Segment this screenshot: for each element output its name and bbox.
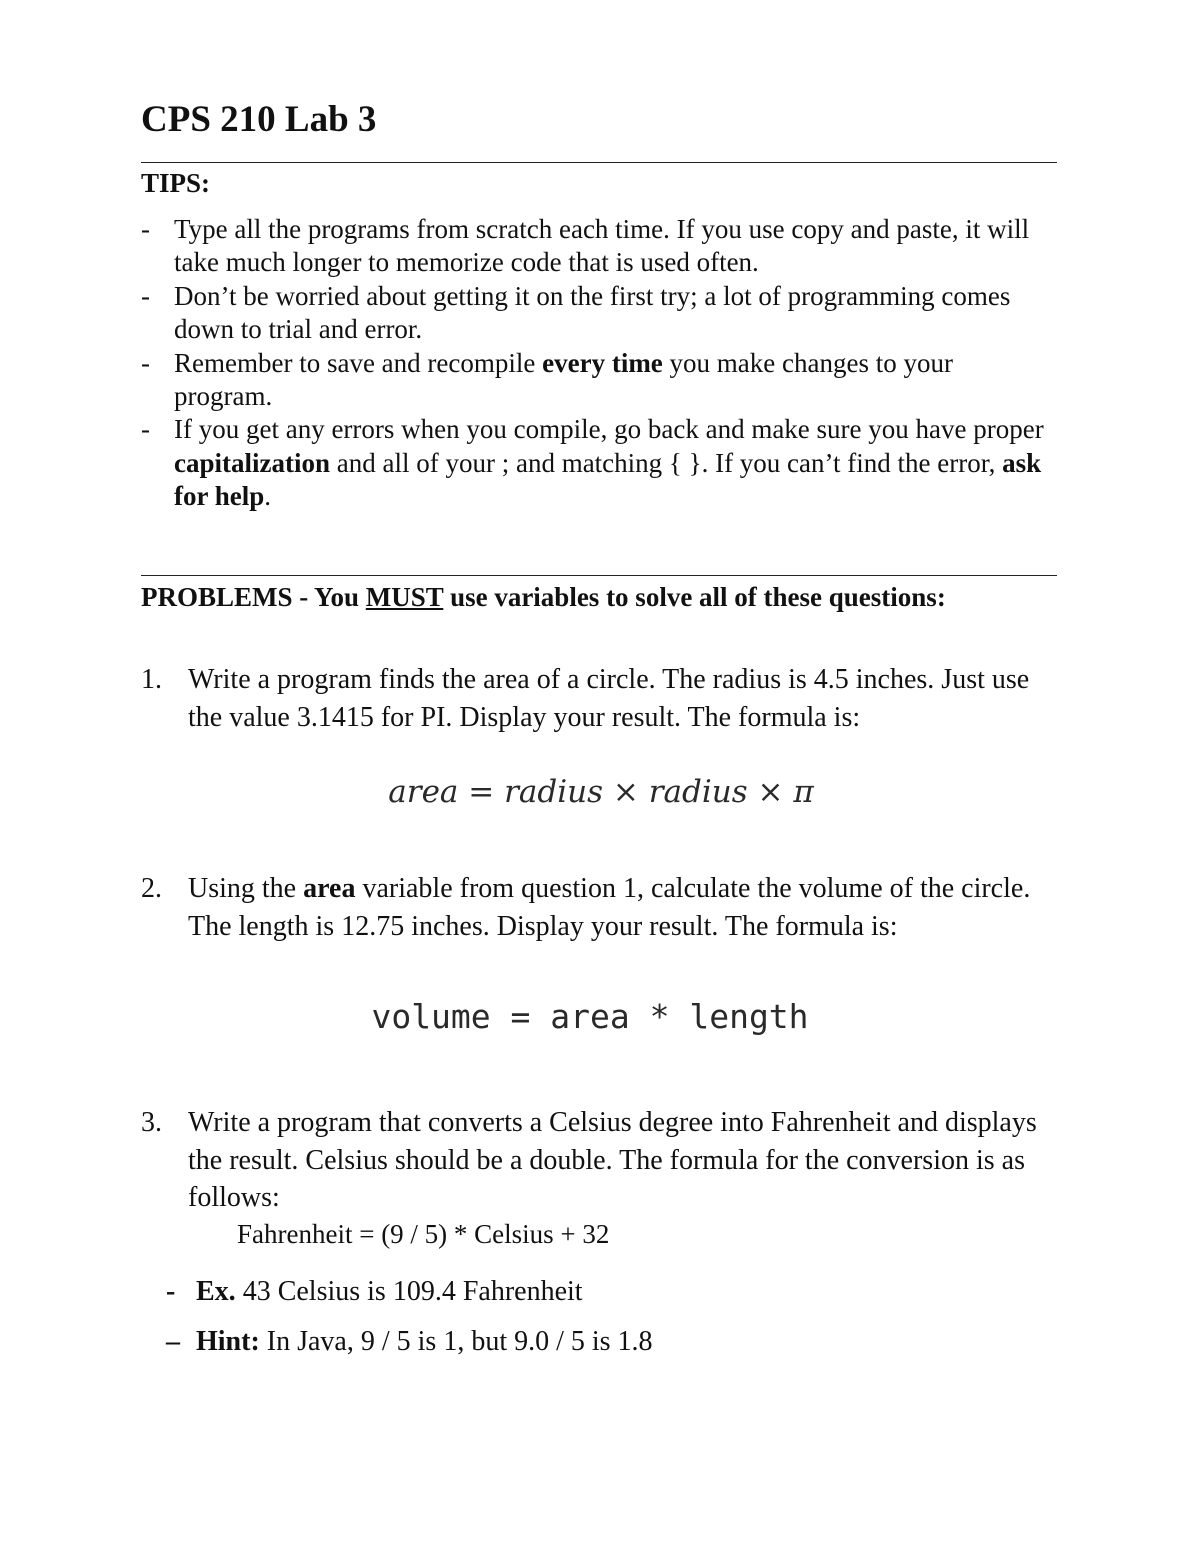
tip-text [174,348,953,411]
tip-dash: - [141,414,150,445]
text-segment: Using the [188,873,304,904]
tips-heading: TIPS: [141,168,211,198]
note-label: Ex. [196,1276,236,1307]
text-segment: Don’t be worried about getting it on the first try; a lot of programming comes down to trial and error. [174,280,1011,345]
text-segment: Type all the programs from scratch each time. If you use copy and paste, it will take much longer to memorize code that is used often. [174,214,1030,278]
bold-text: ask for help [174,447,1042,512]
tip-dash: - [141,280,150,311]
text-segment: Remember to save and recompile [174,347,543,378]
bold-text: capitalization [174,447,330,478]
note-label: Hint: [196,1326,260,1357]
tip-dash: - [141,347,150,378]
text-segment: Write a program that converts a Celsius degree into Fahrenheit and displays the result. Celsius should be a double. The formula for the conversion is as follows: [188,1107,1037,1213]
problems-heading-emphasis: MUST [365,582,444,612]
problem-3 [141,1104,1057,1217]
problem-text [188,661,1057,736]
example-note [166,1274,583,1310]
problem-1 [141,661,1057,736]
tip-text [174,281,1010,344]
problem-text [188,1104,1057,1217]
text-segment: Write a program finds the area of a circle. The radius is 4.5 inches. Just use the value 3.1415 for PI. Display your result. The formula is: [188,664,1030,733]
problem-2 [141,870,1057,945]
bold-text: every time [542,347,663,378]
text-segment: and all of your ; and matching { }. If you can’t find the error, [330,447,1003,478]
problem-number: 2. [141,873,162,904]
note-text: In Java, 9 / 5 is 1, but 9.0 / 5 is 1.8 [259,1326,653,1357]
note-dash: – [166,1326,180,1357]
tips-list [141,213,1057,514]
note-dash: - [166,1276,176,1307]
tip-text [174,414,1044,511]
tip-text [174,214,1029,277]
tip-item [141,280,1057,347]
problem-number: 1. [141,664,162,695]
problems-heading [141,580,946,614]
text-segment: you make changes to your program. [174,347,953,412]
area-formula: area = radius × radius × π [388,774,814,810]
text-segment: If you get any errors when you compile, go back and make sure you have proper [174,414,1044,445]
volume-formula: volume = area * length [371,997,809,1036]
tip-dash: - [141,214,150,244]
problems-heading-prefix: PROBLEMS - You [141,582,366,612]
tip-item [141,413,1057,513]
fahrenheit-formula: Fahrenheit = (9 / 5) * Celsius + 32 [237,1219,610,1249]
problem-number: 3. [141,1107,162,1138]
divider [141,575,1057,576]
tip-item [141,213,1057,280]
problems-heading-suffix: use variables to solve all of these questions: [443,582,946,612]
bold-text: area [303,873,356,904]
text-segment: variable from question 1, calculate the volume of the circle. The length is 12.75 inches. Display your result. The formula is: [188,873,1031,942]
divider [141,162,1057,163]
page-title: CPS 210 Lab 3 [141,99,377,140]
tip-item [141,347,1057,414]
note-text: 43 Celsius is 109.4 Fahrenheit [235,1276,583,1307]
problem-text [188,870,1057,945]
hint-note [166,1324,653,1360]
text-segment: . [264,481,272,512]
